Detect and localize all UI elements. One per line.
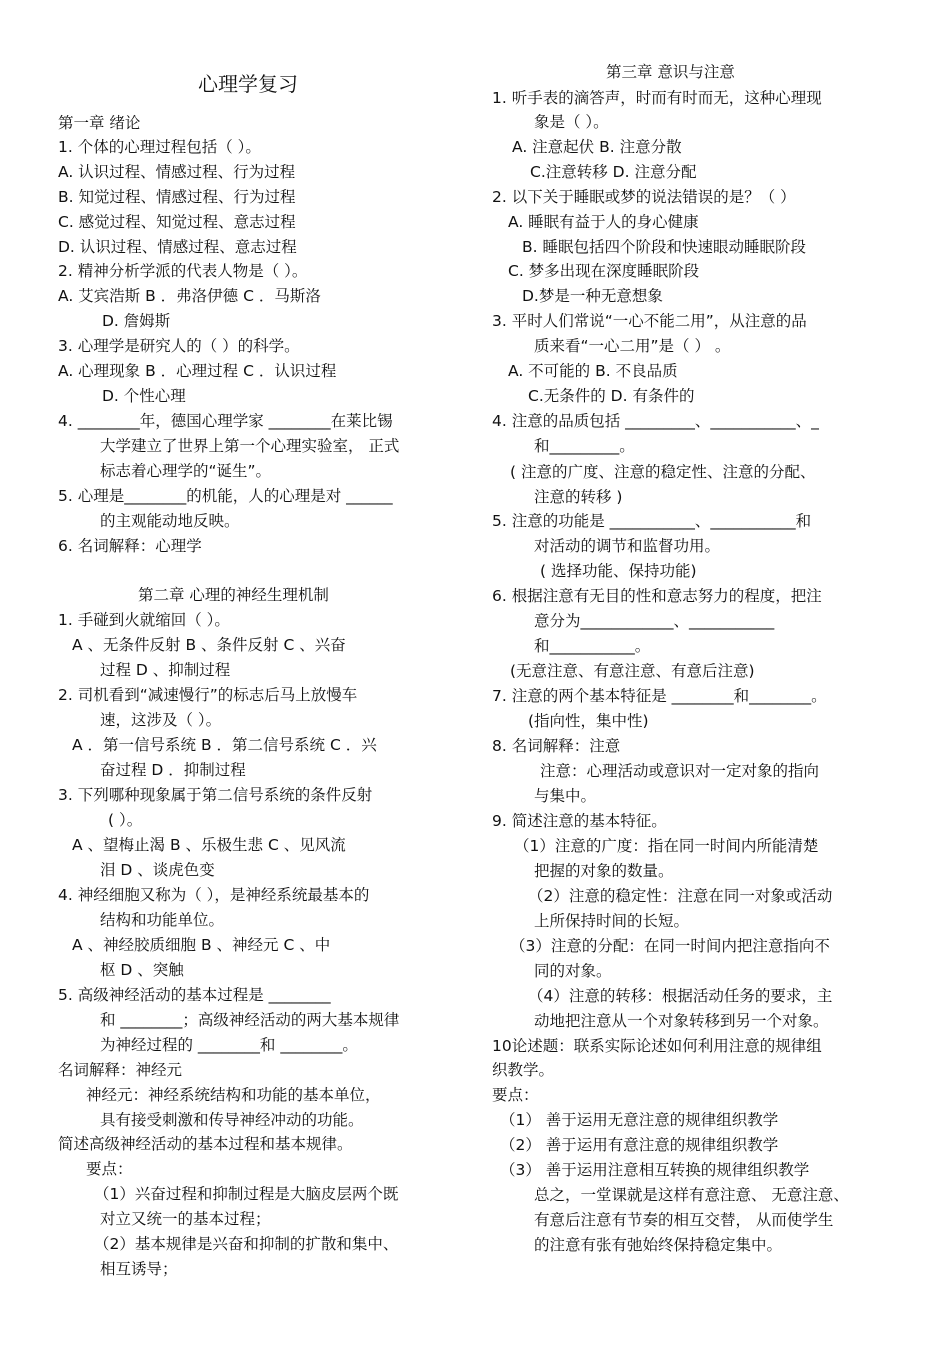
- text-line: 简述高级神经活动的基本过程和基本规律。: [58, 1135, 353, 1153]
- text-line: （1）兴奋过程和抑制过程是大脑皮层两个既: [94, 1185, 399, 1203]
- text-line: 5. 注意的功能是 ___________、___________和: [492, 512, 812, 530]
- text-line: 第二章 心理的神经生理机制: [138, 586, 329, 604]
- text-line: 3. 平时人们常说“一心不能二用”，从注意的品: [492, 312, 807, 330]
- text-line: 的注意有张有弛始终保持稳定集中。: [534, 1236, 783, 1254]
- text-line: D. 詹姆斯: [102, 312, 171, 330]
- text-line: 4. ________年，德国心理学家 ________在莱比锡: [58, 412, 393, 430]
- text-line: 具有接受刺激和传导神经冲动的功能。: [100, 1111, 364, 1129]
- text-line: （2）注意的稳定性：注意在同一对象或活动: [528, 887, 833, 905]
- text-line: 奋过程 D ．抑制过程: [100, 761, 246, 779]
- text-line: 和_________。: [534, 437, 635, 455]
- text-line: 3. 心理学是研究人的（ ）的科学。: [58, 337, 300, 355]
- text-line: 7. 注意的两个基本特征是 ________和________。: [492, 687, 827, 705]
- text-line: D.梦是一种无意想象: [522, 287, 663, 305]
- text-line: 象是（ ）。: [534, 113, 609, 131]
- text-line: 5. 心理是________的机能，人的心理是对 ______: [58, 487, 393, 505]
- text-line: 4. 神经细胞又称为（ ），是神经系统最基本的: [58, 886, 370, 904]
- text-line: 对立又统一的基本过程；: [100, 1210, 271, 1228]
- text-line: 6. 根据注意有无目的性和意志努力的程度，把注: [492, 587, 822, 605]
- text-line: 1. 手碰到火就缩回（ ）。: [58, 611, 230, 629]
- text-line: 大学建立了世界上第一个心理实验室， 正式: [100, 437, 400, 455]
- text-line: （3） 善于运用注意相互转换的规律组织教学: [500, 1161, 810, 1179]
- text-line: B. 睡眠包括四个阶段和快速眼动睡眠阶段: [522, 238, 806, 256]
- text-line: 枢 D 、突触: [100, 961, 184, 979]
- text-line: 速，这涉及（ ）。: [100, 711, 222, 729]
- text-line: 第一章 绪论: [58, 114, 141, 132]
- text-line: 动地把注意从一个对象转移到另一个对象。: [534, 1012, 829, 1030]
- text-line: 质来看“一心二用”是（ ） 。: [534, 337, 731, 355]
- text-line: B. 知觉过程、情感过程、行为过程: [58, 188, 296, 206]
- text-line: （1）注意的广度：指在同一时间内所能清楚: [514, 837, 819, 855]
- text-line: ( ）。: [108, 811, 143, 829]
- text-line: 名词解释：神经元: [58, 1061, 183, 1079]
- text-line: （2） 善于运用有意注意的规律组织教学: [500, 1136, 779, 1154]
- text-line: 1. 个体的心理过程包括（ ）。: [58, 138, 261, 156]
- text-line: 5. 高级神经活动的基本过程是 ________: [58, 986, 331, 1004]
- text-line: 10论述题：联系实际论述如何利用注意的规律组: [492, 1037, 822, 1055]
- text-line: 把握的对象的数量。: [534, 862, 674, 880]
- text-line: 注意：心理活动或意识对一定对象的指向: [540, 762, 820, 780]
- text-line: 上所保持时间的长短。: [534, 912, 690, 930]
- text-line: 有意后注意有节奏的相互交替， 从而使学生: [534, 1211, 834, 1229]
- text-line: C. 梦多出现在深度睡眠阶段: [508, 262, 700, 280]
- text-line: 2. 司机看到“减速慢行”的标志后马上放慢车: [58, 686, 358, 704]
- text-line: 要点：: [492, 1086, 539, 1104]
- text-line: 2. 精神分析学派的代表人物是（ ）。: [58, 262, 308, 280]
- text-line: A. 艾宾浩斯 B ．弗洛伊德 C ．马斯洛: [58, 287, 321, 305]
- text-line: 要点：: [86, 1160, 133, 1178]
- text-line: 注意的转移 ): [534, 488, 623, 506]
- text-line: A 、望梅止渴 B 、乐极生悲 C 、见风流: [72, 836, 346, 854]
- text-line: 和 ________；高级神经活动的两大基本规律: [100, 1011, 400, 1029]
- text-line: 和___________。: [534, 637, 651, 655]
- text-line: 意分为____________、___________: [534, 612, 775, 630]
- text-line: ( 选择功能、保持功能): [540, 562, 697, 580]
- text-line: A 、无条件反射 B 、条件反射 C 、兴奋: [72, 636, 346, 654]
- text-line: A 、神经胶质细胞 B 、神经元 C 、中: [72, 936, 331, 954]
- text-line: 的主观能动地反映。: [100, 512, 240, 530]
- text-line: 总之，一堂课就是这样有意注意、 无意注意、: [534, 1186, 849, 1204]
- text-line: 4. 注意的品质包括 _________、___________、_: [492, 412, 819, 430]
- text-line: D. 个性心理: [102, 387, 186, 405]
- text-line: （1） 善于运用无意注意的规律组织教学: [500, 1111, 779, 1129]
- text-line: 对活动的调节和监督功用。: [534, 537, 721, 555]
- text-line: A. 注意起伏 B. 注意分散: [512, 138, 682, 156]
- text-line: 6. 名词解释：心理学: [58, 537, 202, 555]
- text-line: 第三章 意识与注意: [606, 63, 735, 81]
- text-line: （4）注意的转移：根据活动任务的要求，主: [528, 987, 833, 1005]
- text-line: 同的对象。: [534, 962, 612, 980]
- text-line: 过程 D 、抑制过程: [100, 661, 231, 679]
- text-line: C.注意转移 D. 注意分配: [530, 163, 697, 181]
- text-line: （2）基本规律是兴奋和抑制的扩散和集中、: [94, 1235, 399, 1253]
- text-line: A. 不可能的 B. 不良品质: [508, 362, 678, 380]
- text-line: (指向性，集中性): [528, 712, 649, 730]
- text-line: 泪 D 、谈虎色变: [100, 861, 215, 879]
- text-line: D. 认识过程、情感过程、意志过程: [58, 238, 297, 256]
- text-line: 相互诱导；: [100, 1260, 178, 1278]
- text-line: 织教学。: [492, 1061, 555, 1079]
- text-line: C. 感觉过程、知觉过程、意志过程: [58, 213, 296, 231]
- text-line: 2. 以下关于睡眠或梦的说法错误的是？（ ）: [492, 188, 796, 206]
- text-line: 为神经过程的 ________和 ________。: [100, 1036, 358, 1054]
- text-line: 1. 听手表的滴答声，时而有时而无，这种心理现: [492, 89, 822, 107]
- text-line: 8. 名词解释：注意: [492, 737, 621, 755]
- text-line: 标志着心理学的“诞生”。: [100, 462, 272, 480]
- text-line: 3. 下列哪种现象属于第二信号系统的条件反射: [58, 786, 373, 804]
- text-line: A ．第一信号系统 B ．第二信号系统 C ．兴: [72, 736, 377, 754]
- text-line: 结构和功能单位。: [100, 911, 225, 929]
- page-title: 心理学复习: [198, 72, 298, 96]
- text-line: ( 注意的广度、注意的稳定性、注意的分配、: [510, 463, 816, 481]
- text-line: A. 认识过程、情感过程、行为过程: [58, 163, 296, 181]
- text-line: 神经元：神经系统结构和功能的基本单位，: [86, 1086, 381, 1104]
- text-line: A. 心理现象 B ．心理过程 C ．认识过程: [58, 362, 337, 380]
- text-line: (无意注意、有意注意、有意后注意): [510, 662, 755, 680]
- text-line: A. 睡眠有益于人的身心健康: [508, 213, 699, 231]
- text-line: C.无条件的 D. 有条件的: [528, 387, 695, 405]
- text-line: （3）注意的分配：在同一时间内把注意指向不: [510, 937, 830, 955]
- text-line: 9. 简述注意的基本特征。: [492, 812, 667, 830]
- text-line: 与集中。: [534, 787, 597, 805]
